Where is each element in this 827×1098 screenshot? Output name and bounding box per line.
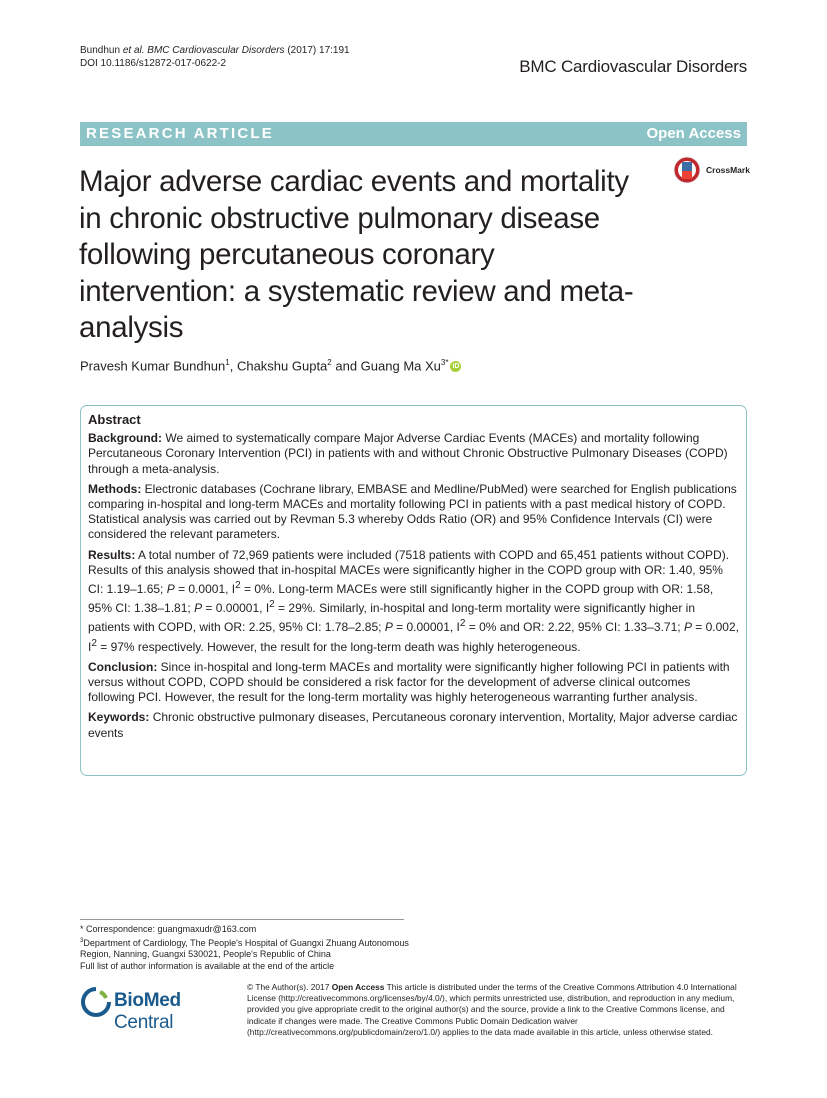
- author-name: Chakshu Gupta: [236, 358, 328, 374]
- doi[interactable]: DOI 10.1186/s12872-017-0622-2: [80, 58, 227, 69]
- abstract-background: Background: We aimed to systematically compare Major Adverse Cardiac Events (MACEs) and mortality following Percutaneous Coronary Intervention (PCI) in patients with and without Chronic Obstructive Pulmonary Diseases (COPD) through a meta-analysis.: [88, 431, 728, 476]
- crossmark-badge[interactable]: [672, 155, 752, 187]
- biomed-central-icon: [80, 986, 112, 1018]
- author-name: Pravesh Kumar Bundhun: [80, 358, 226, 374]
- abstract-box: [80, 405, 747, 776]
- footnote-divider: [80, 919, 404, 920]
- abstract-keywords: Keywords: Chronic obstructive pulmonary diseases, Percutaneous coronary intervention, Mortality, Major adverse cardiac events: [88, 710, 738, 740]
- article-banner: [80, 122, 747, 146]
- abstract-methods: Methods: Electronic databases (Cochrane library, EMBASE and Medline/PubMed) were searched for English publications comparing in-hospital and long-term MACEs and mortality following PCI in patients with a past medical history of COPD. Statistical analysis was carried out by Revman 5.3 whereby Odds Ratio (OR) and 95% Confidence Intervals (CI) were considered the relevant parameters.: [88, 481, 737, 542]
- orcid-icon[interactable]: iD: [452, 363, 460, 371]
- abstract-conclusion: Conclusion: Since in-hospital and long-term MACEs and mortality were significantly higher following PCI in patients with versus without COPD, COPD should be considered a risk factor for the development of adverse clinical outcomes following PCI. However, the result for the long-term mortality was highly heterogeneous warranting further analysis.: [88, 659, 730, 705]
- citation-header: [80, 44, 350, 70]
- article-title: Major adverse cardiac events and mortality in chronic obstructive pulmonary disease following percutaneous coronary intervention: a systematic review and meta-analysis: [79, 165, 634, 344]
- crossmark-icon: [672, 155, 702, 185]
- footnotes: [80, 924, 420, 972]
- author-list: Pravesh Kumar Bundhun$^1$, Chakshu Gupta$^2$ and Guang Ma $Xu^{3*}$ iD: [80, 358, 460, 374]
- biomed-central-wordmark: BioMed Central: [114, 990, 181, 1033]
- open-access-label[interactable]: Open Access: [646, 125, 741, 142]
- journal-name: BMC Cardiovascular Disorders: [519, 57, 747, 76]
- abstract-results: Results: A total number of 72,969 patients were included (7518 patients with COPD and 65,451 patients without COPD). Results of this analysis showed that in-hospital MACEs were significantly higher in the COPD group with OR: 1.40, 95% CI: 1.19–1.65; P = 0.0001, $I^2 = 0\%$. Long-term MACEs were still significantly higher in the COPD group with OR: 1.58, 95% CI: 1.38–1.81; P = 0.00001, $I^2 = 29\%$. Similarly, in-hospital and long-term mortality were significantly higher in patients with COPD, with OR: 2.25, 95% CI: 1.78–2.85; P = 0.00001, $I^2 = 0\%$ and OR: 2.22, 95% CI: 1.33–3.71; P = 0.002, $I^2 = 97\%$ respectively. However, the result for the long-term death was highly heterogeneous.: [88, 547, 739, 654]
- abstract-heading: Abstract: [88, 412, 141, 427]
- biomed-central-logo[interactable]: [80, 984, 240, 1033]
- license-statement: © The Author(s). 2017 Open Access This article is distributed under the terms of the Creative Commons Attribution 4.0 International License (http://creativecommons.org/licenses/by/4.0/), which permits unrestricted use, distribution, and reproduction in any medium, provided you give appropriate credit to the original author(s) and the source, provide a link to the Creative Commons license, and indicate if changes were made. The Creative Commons Public Domain Dedication waiver (http://creativecommons.org/publicdomain/zero/1.0/) applies to the data made available in this article, unless otherwise stated.: [247, 982, 737, 1037]
- article-type-label: RESEARCH ARTICLE: [86, 125, 274, 142]
- affiliation: $^3$Department of Cardiology, The People's Hospital of Guangxi Zhuang Autonomous Region, Nanning, Guangxi 530021, People's Republic of China: [80, 937, 409, 959]
- citation-line: Bundhun et al. BMC Cardiovascular Disorders (2017) 17:191: [80, 45, 350, 56]
- crossmark-label: CrossMark: [706, 165, 750, 175]
- author-info-note: Full list of author information is available at the end of the article: [80, 960, 335, 971]
- author-name: Guang Ma Xu: [360, 358, 441, 374]
- correspondence[interactable]: * Correspondence: guangmaxudr@163.com: [80, 924, 257, 934]
